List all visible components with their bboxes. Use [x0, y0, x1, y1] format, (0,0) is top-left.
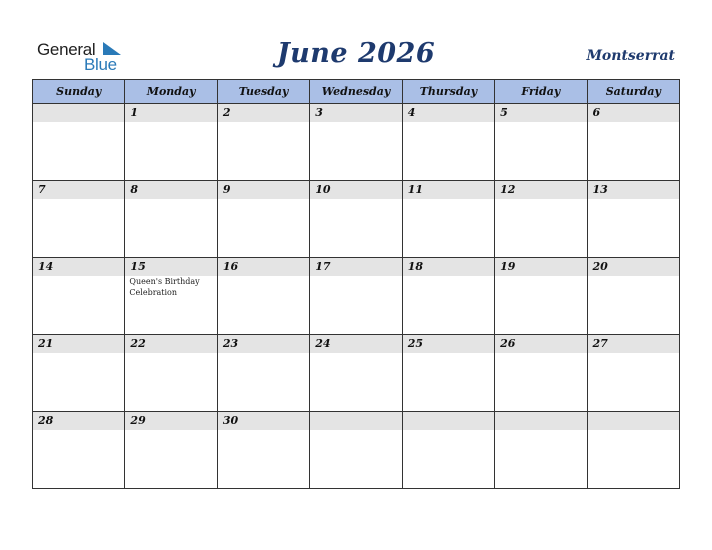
day-cell: [33, 258, 125, 335]
day-number: 30: [218, 412, 309, 430]
day-number: 18: [403, 258, 494, 276]
day-cell: [125, 181, 217, 258]
week-row: [33, 412, 680, 489]
day-number: [495, 412, 586, 430]
day-cell: [310, 104, 402, 181]
day-number: 29: [125, 412, 216, 430]
day-cell: [33, 412, 125, 489]
weekday-header: Tuesday: [217, 80, 309, 104]
day-number: 25: [403, 335, 494, 353]
day-cell: [402, 181, 494, 258]
day-cell: [33, 181, 125, 258]
day-number: 12: [495, 181, 586, 199]
day-number: 6: [588, 104, 679, 122]
day-number: [310, 412, 401, 430]
day-number: 22: [125, 335, 216, 353]
day-cell: [33, 104, 125, 181]
day-cell: [217, 335, 309, 412]
day-number: 2: [218, 104, 309, 122]
day-number: 8: [125, 181, 216, 199]
day-cell: [587, 258, 679, 335]
weekday-header: Friday: [495, 80, 587, 104]
day-number: [33, 104, 124, 122]
weekday-header: Saturday: [587, 80, 679, 104]
logo-word-blue: Blue: [84, 55, 117, 74]
week-row: [33, 335, 680, 412]
day-cell: [495, 412, 587, 489]
country-label: Montserrat: [586, 48, 675, 64]
day-number: 20: [588, 258, 679, 276]
day-cell: [125, 258, 217, 335]
day-cell: [587, 104, 679, 181]
day-number: 16: [218, 258, 309, 276]
day-number: 27: [588, 335, 679, 353]
day-number: 26: [495, 335, 586, 353]
day-number: 15: [125, 258, 216, 276]
day-number: 4: [403, 104, 494, 122]
day-number: 17: [310, 258, 401, 276]
day-cell: [495, 258, 587, 335]
day-cell: [495, 181, 587, 258]
day-cell: [125, 104, 217, 181]
calendar-grid: [32, 79, 680, 489]
day-cell: [402, 412, 494, 489]
day-number: 21: [33, 335, 124, 353]
day-cell: [125, 412, 217, 489]
day-number: 14: [33, 258, 124, 276]
day-number: 13: [588, 181, 679, 199]
weekday-header-row: [33, 80, 680, 104]
logo-word-general: General: [37, 40, 96, 59]
weekday-header: Monday: [125, 80, 217, 104]
week-row: [33, 104, 680, 181]
day-cell: [310, 258, 402, 335]
weekday-header: Thursday: [402, 80, 494, 104]
day-number: 28: [33, 412, 124, 430]
day-cell: [402, 335, 494, 412]
day-cell: [125, 335, 217, 412]
day-number: 7: [33, 181, 124, 199]
day-number: 3: [310, 104, 401, 122]
day-cell: [495, 104, 587, 181]
day-number: [588, 412, 679, 430]
week-row: [33, 258, 680, 335]
holiday-event: Queen's Birthday Celebration: [129, 277, 200, 297]
day-cell: [587, 412, 679, 489]
day-cell: [33, 335, 125, 412]
day-number: 23: [218, 335, 309, 353]
calendar-title: June 2026: [276, 38, 436, 69]
day-cell: [310, 181, 402, 258]
day-cell: [310, 335, 402, 412]
day-number: 24: [310, 335, 401, 353]
day-number: 19: [495, 258, 586, 276]
day-cell: [587, 335, 679, 412]
day-cell: [217, 181, 309, 258]
day-cell: [587, 181, 679, 258]
day-cell: [402, 258, 494, 335]
day-number: 1: [125, 104, 216, 122]
weekday-header: Wednesday: [310, 80, 402, 104]
day-number: 9: [218, 181, 309, 199]
day-number: 10: [310, 181, 401, 199]
day-cell: [402, 104, 494, 181]
day-number: 11: [403, 181, 494, 199]
day-number: [403, 412, 494, 430]
day-number: 5: [495, 104, 586, 122]
week-row: [33, 181, 680, 258]
day-cell: [217, 412, 309, 489]
day-cell: [495, 335, 587, 412]
day-cell: [217, 258, 309, 335]
day-cell: [310, 412, 402, 489]
day-cell: [217, 104, 309, 181]
weekday-header: Sunday: [33, 80, 125, 104]
